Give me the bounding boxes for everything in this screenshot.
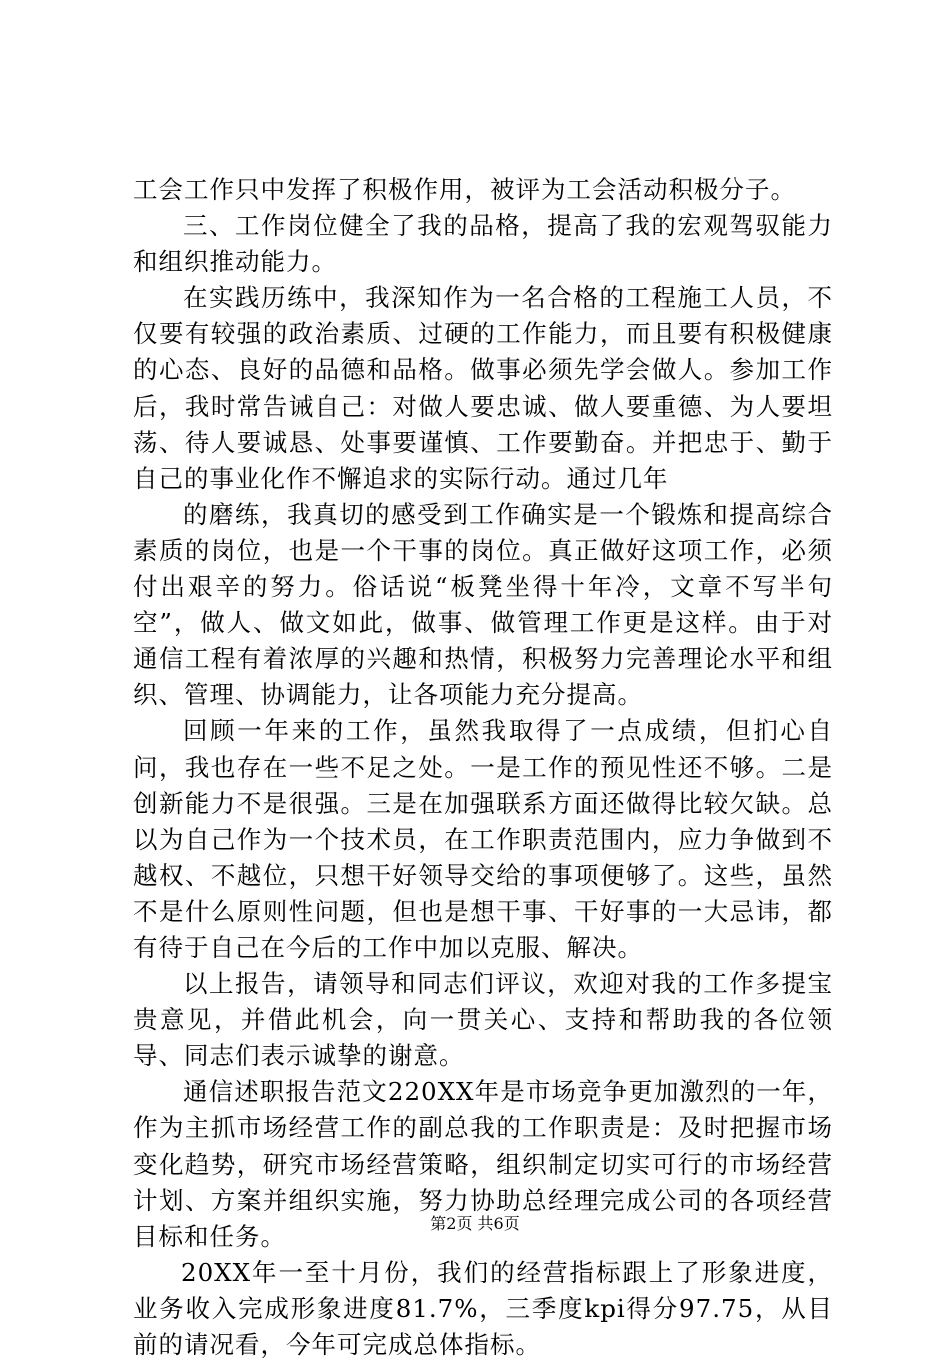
paragraph-tempering: 的磨练，我真切的感受到工作确实是一个锻炼和提高综合素质的岗位，也是一个干事的岗位。真正做好这项工作，必须付出艰辛的努力。俗话说“板凳坐得十年冷，文章不写半句空”，做人、做文如此，做事、做管理工作更是这样。由于对通信工程有着浓厚的兴趣和热情，积极努力完善理论水平和组织、管理、协调能力，让各项能力充分提高。 [133, 499, 833, 710]
paragraph-business-indicators: 20XX年一至十月份，我们的经营指标跟上了形象进度，业务收入完成形象进度81.7%，三季度kpi得分97.75，从目前的请况看，今年可完成总体指标。 [133, 1257, 833, 1359]
paragraph-union-work: 工会工作只中发挥了积极作用，被评为工会活动积极分子。 [133, 175, 796, 204]
page-number-footer: 第2页 共6页 [430, 1214, 520, 1233]
paragraph-section-three-heading: 三、工作岗位健全了我的品格，提高了我的宏观驾驭能力和组织推动能力。 [133, 211, 833, 277]
paragraph-closing-thanks: 以上报告，请领导和同志们评议，欢迎对我的工作多提宝贵意见，并借此机会，向一贯关心、支持和帮助我的各位领导、同志们表示诚挚的谢意。 [133, 969, 833, 1071]
paragraph-review-shortcomings: 回顾一年来的工作，虽然我取得了一点成绩，但扪心自问，我也存在一些不足之处。一是工作的预见性还不够。二是创新能力不是很强。三是在加强联系方面还做得比较欠缺。总以为自己作为一个技术员，在工作职责范围内，应力争做到不越权、不越位，只想干好领导交给的事项便够了。这些，虽然不是什么原则性问题，但也是想干事、干好事的一大忌讳，都有待于自己在今后的工作中加以克服、解决。 [133, 716, 833, 962]
document-body [133, 172, 833, 1363]
paragraph-practice-experience: 在实践历练中，我深知作为一名合格的工程施工人员，不仅要有较强的政治素质、过硬的工作能力，而且要有积极健康的心态、良好的品德和品格。做事必须先学会做人。参加工作后，我时常告诫自己：对做人要忠诚、做人要重德、为人要坦荡、待人要诚恳、处事要谨慎、工作要勤奋。并把忠于、勤于自己的事业化作不懈追求的实际行动。通过几年 [133, 283, 833, 493]
paragraph-report-sample-two: 通信述职报告范文220XX年是市场竞争更加激烈的一年，作为主抓市场经营工作的副总我的工作职责是：及时把握市场变化趋势，研究市场经营策略，组织制定切实可行的市场经营计划、方案并组织实施，努力协助总经理完成公司的各项经营目标和任务。 [133, 1077, 833, 1251]
